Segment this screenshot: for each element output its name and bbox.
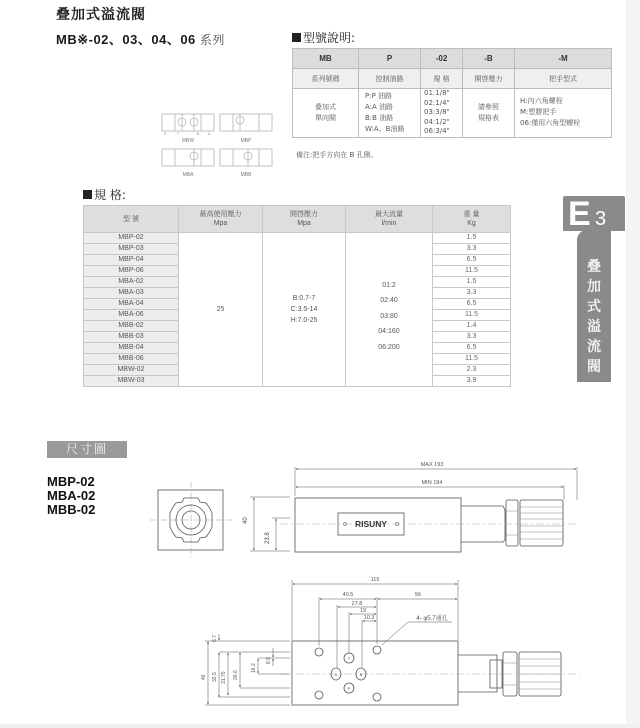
weight-cell: 1.5 <box>433 233 511 244</box>
chapter-char: 叠 <box>587 259 601 275</box>
port-label: B <box>197 132 200 136</box>
label-cell: 控制油路 <box>359 69 421 89</box>
model-cell: MBA-03 <box>84 288 179 299</box>
desc-line: 請參照 <box>478 102 499 111</box>
code-cell: P <box>359 49 421 69</box>
desc-line: A:A 油路 <box>365 102 394 111</box>
dimension-model: MBA-02 <box>47 488 96 503</box>
chapter-letter: E <box>568 195 591 233</box>
spec-heading <box>83 186 126 203</box>
dimensions-heading: 尺寸圖 <box>47 441 127 458</box>
model-cell: MBW-03 <box>84 376 179 387</box>
dim-6-7: 6.7 <box>212 635 218 642</box>
square-bullet-icon <box>83 190 92 199</box>
dim-19: 19 <box>359 608 367 614</box>
desc-line: B:B 油路 <box>365 113 394 122</box>
symbol-label-mbp: MBP <box>240 138 252 144</box>
port-label-a: A <box>334 672 338 677</box>
dimension-model: MBB-02 <box>47 502 96 517</box>
series-title <box>56 29 225 48</box>
hole-note: 4- φ5.7通孔 <box>416 616 448 622</box>
model-cell: MBB-03 <box>84 332 179 343</box>
symbol-label-mbw: MBW <box>181 138 195 144</box>
weight-cell: 1.4 <box>433 321 511 332</box>
dimension-model: MBP-02 <box>47 474 95 489</box>
chapter-title-vertical <box>577 257 611 377</box>
dim-56: 56 <box>414 592 422 598</box>
col-label: 最大流量 <box>375 211 403 218</box>
code-cell: MB <box>293 49 359 69</box>
side-view <box>280 498 578 552</box>
weight-cell: 6.5 <box>433 299 511 310</box>
model-code-row-descriptions <box>293 89 612 138</box>
col-label: 重 量 <box>463 211 480 218</box>
desc-line: 06:3/4" <box>424 127 450 136</box>
spec-col-model <box>84 206 179 233</box>
port-label-p: P <box>347 686 351 691</box>
plan-view <box>280 641 580 705</box>
code-cell: -02 <box>421 49 463 69</box>
flow-line: 04:160 <box>378 328 400 336</box>
pressure-desc-cell <box>463 89 515 138</box>
chapter-number: 3 <box>595 208 607 230</box>
brand-plate: RISUNY <box>354 519 388 529</box>
weight-cell: 11.5 <box>433 354 511 365</box>
weight-cell: 1.5 <box>433 277 511 288</box>
flow-line: 03:80 <box>380 312 398 320</box>
dim-46: 46 <box>201 674 207 680</box>
flow-line: 06:200 <box>378 343 400 351</box>
weight-cell: 3.3 <box>433 332 511 343</box>
weight-cell: 3.3 <box>433 244 511 255</box>
model-code-note: 備注:把手方向在 B 孔側。 <box>296 151 378 159</box>
model-cell: MBB-04 <box>84 343 179 354</box>
page-title: 叠加式溢流閥 <box>56 7 146 23</box>
dim-16-2: 16.2 <box>251 663 257 673</box>
port-label-b: B <box>359 672 363 677</box>
dim-10-3: 10.3 <box>363 615 375 621</box>
model-cell: MBA-02 <box>84 277 179 288</box>
max-flow-cell <box>346 233 433 387</box>
model-code-heading <box>292 29 355 46</box>
col-label: 型 號 <box>123 215 139 223</box>
dim-center: 23.8 <box>265 532 271 544</box>
model-code-table <box>292 48 612 138</box>
spec-heading-text: 規 格: <box>94 188 126 202</box>
weight-cell: 2.3 <box>433 365 511 376</box>
col-label: 最高使用壓力 <box>199 211 242 218</box>
port-label-t: T <box>347 656 351 661</box>
hydraulic-symbols-figure <box>160 108 275 178</box>
dim-40-5: 40.5 <box>342 592 354 598</box>
model-cell: MBP-03 <box>84 244 179 255</box>
port-label: P <box>164 132 167 136</box>
model-code-row-labels <box>293 69 612 89</box>
col-unit: Kg <box>467 220 476 227</box>
model-cell: MBB-02 <box>84 321 179 332</box>
chapter-char: 溢 <box>587 319 601 335</box>
port-label: A <box>208 132 211 136</box>
weight-cell: 3.9 <box>433 376 511 387</box>
chapter-char: 閥 <box>587 359 601 375</box>
desc-line: 01:1/8" <box>424 89 450 97</box>
col-label: 開啓壓力 <box>290 211 318 218</box>
chapter-char: 式 <box>587 299 601 315</box>
desc-line: 03:3/8" <box>424 108 450 117</box>
weight-cell: 11.5 <box>433 266 511 277</box>
series-desc-cell <box>293 89 359 138</box>
model-cell: MBP-06 <box>84 266 179 277</box>
model-cell: MBA-06 <box>84 310 179 321</box>
label-cell: 開啓壓力 <box>463 69 515 89</box>
cracking-line: B:0.7-7 <box>292 295 316 302</box>
chapter-char: 流 <box>587 339 601 355</box>
series-codes: MB※-02、03、04、06 <box>56 32 196 47</box>
page-edge-strip <box>626 0 640 728</box>
desc-line: 04:1/2" <box>424 117 450 126</box>
cracking-pressure-cell <box>263 233 346 387</box>
desc-line: P:P 油路 <box>365 91 393 100</box>
spec-col-weight <box>433 206 511 233</box>
flow-line: 02:40 <box>380 297 398 305</box>
desc-line: 規格表 <box>478 113 499 122</box>
symbol-label-mbb: MBB <box>240 172 252 178</box>
spec-col-max-pressure <box>179 206 263 233</box>
label-cell: 規 格 <box>421 69 463 89</box>
code-cell: -B <box>463 49 515 69</box>
model-cell: MBW-02 <box>84 365 179 376</box>
label-cell: 把手型式 <box>515 69 612 89</box>
model-code-heading-text: 型號說明: <box>303 31 356 45</box>
col-unit: l/min <box>381 220 397 227</box>
dim-27-8: 27.8 <box>351 601 363 607</box>
dim-32-5: 32.5 <box>212 672 218 682</box>
spec-header-row <box>84 206 511 233</box>
spec-table <box>83 205 511 387</box>
size-desc-cell <box>421 89 463 138</box>
dim-max-length: MAX 193 <box>420 462 444 468</box>
dim-length-115: 115 <box>370 577 380 583</box>
cracking-line: H:7.0-25 <box>290 317 318 324</box>
symbol-label-mba: MBA <box>182 172 194 178</box>
circuit-desc-cell <box>359 89 421 138</box>
max-pressure-cell: 25 <box>179 233 263 387</box>
dim-height: 40 <box>243 517 249 524</box>
model-cell: MBP-04 <box>84 255 179 266</box>
weight-cell: 11.5 <box>433 310 511 321</box>
table-row <box>84 233 511 244</box>
series-suffix: 系列 <box>199 33 225 47</box>
desc-line: H:內六角螺栓 <box>520 97 563 106</box>
dimension-drawing <box>0 455 626 725</box>
weight-cell: 6.5 <box>433 255 511 266</box>
desc-line: 單向閥 <box>315 113 336 122</box>
desc-line: 02:1/4" <box>424 98 450 107</box>
model-cell: MBA-04 <box>84 299 179 310</box>
dim-8-9: 8.9 <box>266 657 272 664</box>
square-bullet-icon <box>292 33 301 42</box>
port-label: T <box>177 132 180 136</box>
col-unit: Mpa <box>297 220 311 227</box>
dim-min-length: MIN 184 <box>421 480 443 486</box>
model-code-row-codes <box>293 49 612 69</box>
desc-line: M:塑膠把手 <box>520 108 557 117</box>
dim-26-6: 26.6 <box>233 670 239 680</box>
dim-31-75: 31.75 <box>221 671 227 684</box>
weight-cell: 6.5 <box>433 343 511 354</box>
desc-line: 06:僅用六角型螺栓 <box>520 119 581 128</box>
handle-desc-cell <box>515 89 612 138</box>
cracking-line: C:3.5-14 <box>290 306 318 313</box>
chapter-char: 加 <box>587 279 601 295</box>
flow-line: 01:2 <box>382 281 396 289</box>
spec-col-max-flow <box>346 206 433 233</box>
model-cell: MBB-06 <box>84 354 179 365</box>
desc-line: W:A、B油路 <box>365 124 405 133</box>
end-view <box>150 482 232 558</box>
label-cell: 系列號碼 <box>293 69 359 89</box>
col-unit: Mpa <box>213 220 228 227</box>
desc-line: 叠加式 <box>315 102 336 111</box>
spec-col-cracking-pressure <box>263 206 346 233</box>
model-cell: MBP-02 <box>84 233 179 244</box>
weight-cell: 3.3 <box>433 288 511 299</box>
code-cell: -M <box>515 49 612 69</box>
